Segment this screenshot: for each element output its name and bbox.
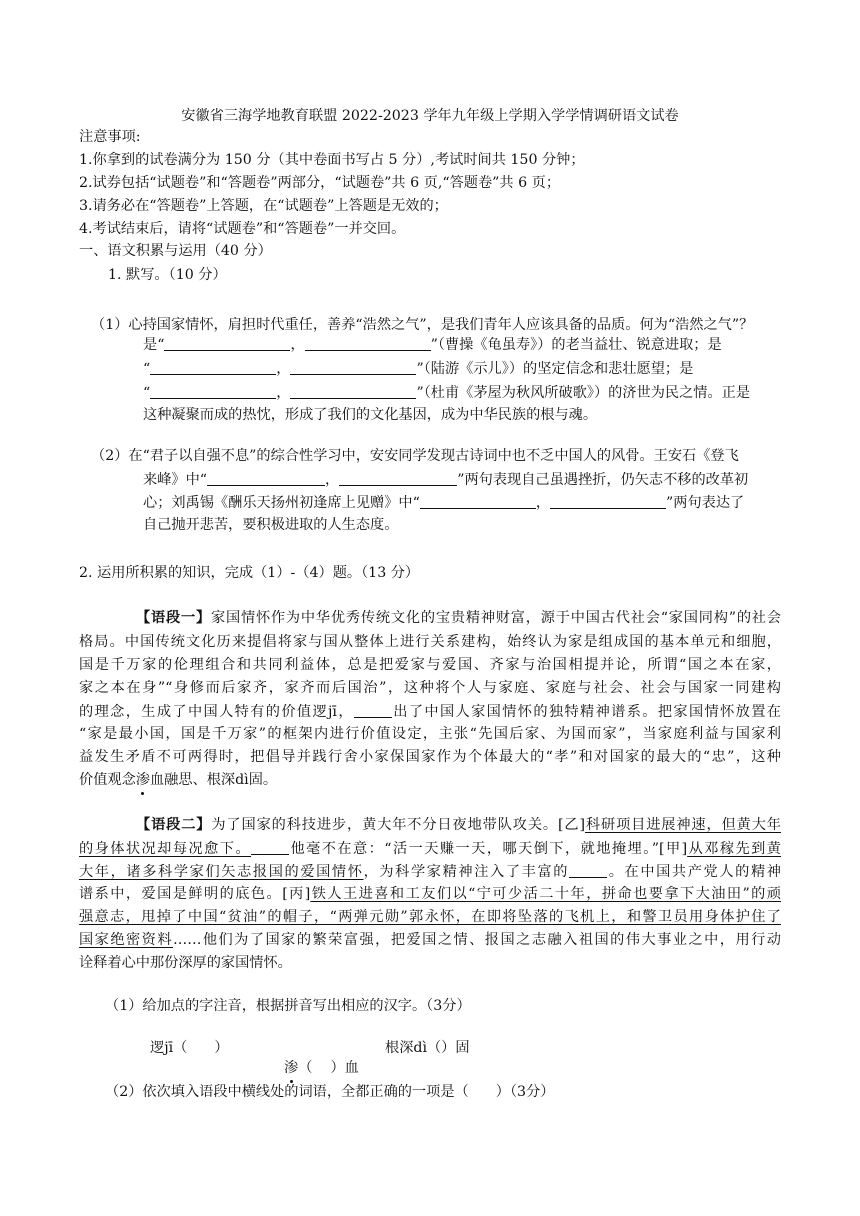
seg2-line4 bbox=[79, 884, 781, 904]
text: 家国情怀作为中华优秀传统文化的宝贵精神财富，源于中国古代社会“家国同构”的社会 bbox=[210, 610, 781, 626]
sub-question-2: （2）依次填入语段中横线处的词语，全都正确的一项是（ ）（3分） bbox=[105, 1084, 555, 1100]
text: “ bbox=[143, 361, 151, 377]
seg2-line2 bbox=[79, 838, 781, 859]
underlined-sentence-yi: 科研项目进展神速，但黄大年 bbox=[585, 817, 781, 833]
answer-blank[interactable] bbox=[164, 334, 290, 351]
underlined-sentence-yi: 的身体状况却每况愈下。 bbox=[79, 841, 252, 857]
answer-blank[interactable] bbox=[207, 469, 325, 486]
text: 的理念，生成了中国人特有的价值逻jī， bbox=[79, 704, 354, 720]
pinyin-item-1: 逻jī（ ） bbox=[150, 1040, 229, 1056]
text: ”（杜甫《茅屋为秋风所破歌》）的济世为民之情。正是 bbox=[416, 385, 751, 401]
exam-title: 安徽省三海学地教育联盟 2022-2023 学年九年级上学期入学学情调研语文试卷 bbox=[181, 108, 679, 124]
seg2-line6 bbox=[79, 930, 781, 950]
answer-blank[interactable] bbox=[354, 701, 392, 718]
seg2-line5 bbox=[79, 907, 781, 927]
notes-heading: 注意事项: bbox=[79, 129, 141, 145]
text: ”两句表现自己虽遇挫折，仍矢志不移的改革初 bbox=[457, 472, 749, 488]
text: 出了中国人家国情怀的独特精神谱系。把家国情怀放置在 bbox=[391, 704, 781, 720]
seg1-line3: 国是千万家的伦理组合和共同利益体，总是把爱家与爱国、齐家与治国相提并论，所谓“国之本在家， bbox=[79, 657, 781, 673]
text: ”（陆游《示儿》）的坚定信念和悲壮愿望；是 bbox=[416, 361, 694, 377]
seg2-line3 bbox=[79, 861, 781, 882]
seg1-line7: 益发生矛盾不可两得时，把倡导并践行舍小家保国家作为个体最大的“孝”和对国家的最大的“忠”，这种 bbox=[79, 749, 781, 765]
seg1-line1 bbox=[136, 608, 781, 628]
text: 为了国家的科技进步，黄大年不分日夜地带队攻关。[乙] bbox=[211, 817, 586, 833]
question-1-heading: 1. 默写。（10 分） bbox=[108, 267, 227, 283]
q1-part1-line2 bbox=[143, 334, 722, 355]
text: ， bbox=[290, 337, 305, 353]
text: 来峰》中“ bbox=[143, 472, 208, 488]
text: （ ）血 bbox=[298, 1060, 359, 1076]
q1-part1-line3 bbox=[143, 358, 693, 379]
q1-part2-line1: （2）在“君子以自强不息”的综合性学习中，安安同学发现古诗词中也不乏中国人的风骨。王安石《登飞 bbox=[91, 448, 739, 464]
text: “ bbox=[143, 385, 151, 401]
answer-blank[interactable] bbox=[150, 382, 276, 399]
segment-label: 【语段一】 bbox=[136, 610, 211, 626]
underlined-sentence-bing: 强意志，甩掉了中国“贫油”的帽子，“两弹元勋”郭永怀，在即将坠落的飞机上，和警卫员用身体护住了 bbox=[79, 909, 781, 925]
underlined-sentence-bing: 国家绝密资料 bbox=[79, 932, 173, 948]
answer-blank[interactable] bbox=[569, 861, 607, 878]
seg1-line4: 家之本在身”“身修而后家齐，家齐而后国治”，这种将个人与家庭、家庭与社会、社会与国家一同建构 bbox=[79, 680, 781, 696]
text: ……他们为了国家的繁荣富强，把爱国之情、报国之志融入祖国的伟大事业之中，用行动 bbox=[173, 932, 781, 948]
text: 。在中国共产党人的精神 bbox=[607, 864, 781, 880]
underlined-sentence-jia: 大年，诸多科学家们矢志报国的爱国情怀 bbox=[79, 864, 364, 880]
answer-blank[interactable] bbox=[550, 492, 666, 509]
text: 血融思、根深dì固。 bbox=[149, 772, 278, 788]
q1-part1-line4 bbox=[143, 382, 750, 403]
q1-part2-line3 bbox=[143, 492, 744, 513]
answer-blank[interactable] bbox=[339, 469, 457, 486]
answer-blank[interactable] bbox=[290, 382, 416, 399]
seg1-line6: “家是最小国，国是千万家”的框架内进行价值设定，主张“先国后家、为国而家”，当家庭利益与国家利 bbox=[79, 726, 781, 742]
text: 心；刘禹锡《酬乐天扬州初逢席上见赠》中“ bbox=[143, 495, 420, 511]
q1-part2-line2 bbox=[143, 469, 748, 490]
note-item-1: 1.你拿到的试卷满分为 150 分（其中卷面书写占 5 分）,考试时间共 150 分钟； bbox=[79, 152, 585, 168]
note-item-4: 4.考试结束后，请将“试题卷”和“答题卷”一并交回。 bbox=[79, 221, 406, 237]
segment-label: 【语段二】 bbox=[136, 817, 212, 833]
sub-question-1: （1）给加点的字注音，根据拼音写出相应的汉字。（3分） bbox=[105, 998, 471, 1014]
text: ”两句表达了 bbox=[666, 495, 745, 511]
seg2-line7: 诠释着心中那份深厚的家国情怀。 bbox=[79, 955, 292, 971]
question-2-heading: 2. 运用所积累的知识，完成（1）-（4）题。（13 分） bbox=[79, 565, 420, 581]
pinyin-item-3: 根深dì（）固 bbox=[385, 1040, 470, 1056]
text: ”（曹操《龟虽寿》）的老当益壮、锐意进取；是 bbox=[430, 337, 722, 353]
text: ， bbox=[276, 361, 291, 377]
dotted-char: 渗 bbox=[135, 772, 150, 788]
answer-blank[interactable] bbox=[420, 492, 536, 509]
seg1-line2: 格局。中国传统文化历来提倡将家与国从整体上进行关系建构，始终认为家是组成国的基本单元和细胞， bbox=[79, 634, 781, 650]
answer-blank[interactable] bbox=[305, 334, 431, 351]
q1-part2-line4: 自己抛开悲苦，要积极进取的人生态度。 bbox=[143, 517, 399, 533]
section-heading: 一、语文积累与运用（40 分） bbox=[79, 243, 272, 259]
q1-part1-line5: 这种凝聚而成的热忱，形成了我们的文化基因，成为中华民族的根与魂。 bbox=[143, 407, 598, 423]
note-item-2: 2.试券包括“试题卷”和“答题卷”两部分，“试题卷”共 6 页,“答题卷”共 6 页； bbox=[79, 175, 561, 191]
underlined-sentence-jia: 从邓稼先到黄 bbox=[687, 841, 781, 857]
seg1-line5 bbox=[79, 701, 781, 722]
dotted-char: 渗 bbox=[284, 1060, 299, 1076]
text: 谱系中，爱国是鲜明的底色。[丙] bbox=[79, 886, 311, 902]
underlined-sentence-bing: 铁人王进喜和工友们以“宁可少活二十年，拼命也要拿下大油田”的顽 bbox=[310, 886, 781, 902]
text: 是“ bbox=[143, 337, 165, 353]
text: ， bbox=[276, 385, 291, 401]
seg1-line8 bbox=[79, 770, 277, 790]
text: 价值观念 bbox=[79, 772, 136, 788]
answer-blank[interactable] bbox=[251, 838, 289, 855]
answer-blank[interactable] bbox=[290, 358, 416, 375]
text: ， bbox=[325, 472, 340, 488]
answer-blank[interactable] bbox=[150, 358, 276, 375]
text: 他毫不在意：“活一天赚一天，哪天倒下，就地掩埋。”[甲] bbox=[289, 841, 688, 857]
q1-part1-line1: （1）心持国家情怀，肩担时代重任，善养“浩然之气”，是我们青年人应该具备的品质。何为“浩然之气”？ bbox=[91, 317, 754, 333]
seg2-line1 bbox=[136, 815, 781, 835]
text: ，为科学家精神注入了丰富的 bbox=[363, 864, 570, 880]
text: ， bbox=[535, 495, 551, 511]
note-item-3: 3.请务必在“答题卷”上答题，在“试题卷”上答题是无效的； bbox=[79, 198, 448, 214]
